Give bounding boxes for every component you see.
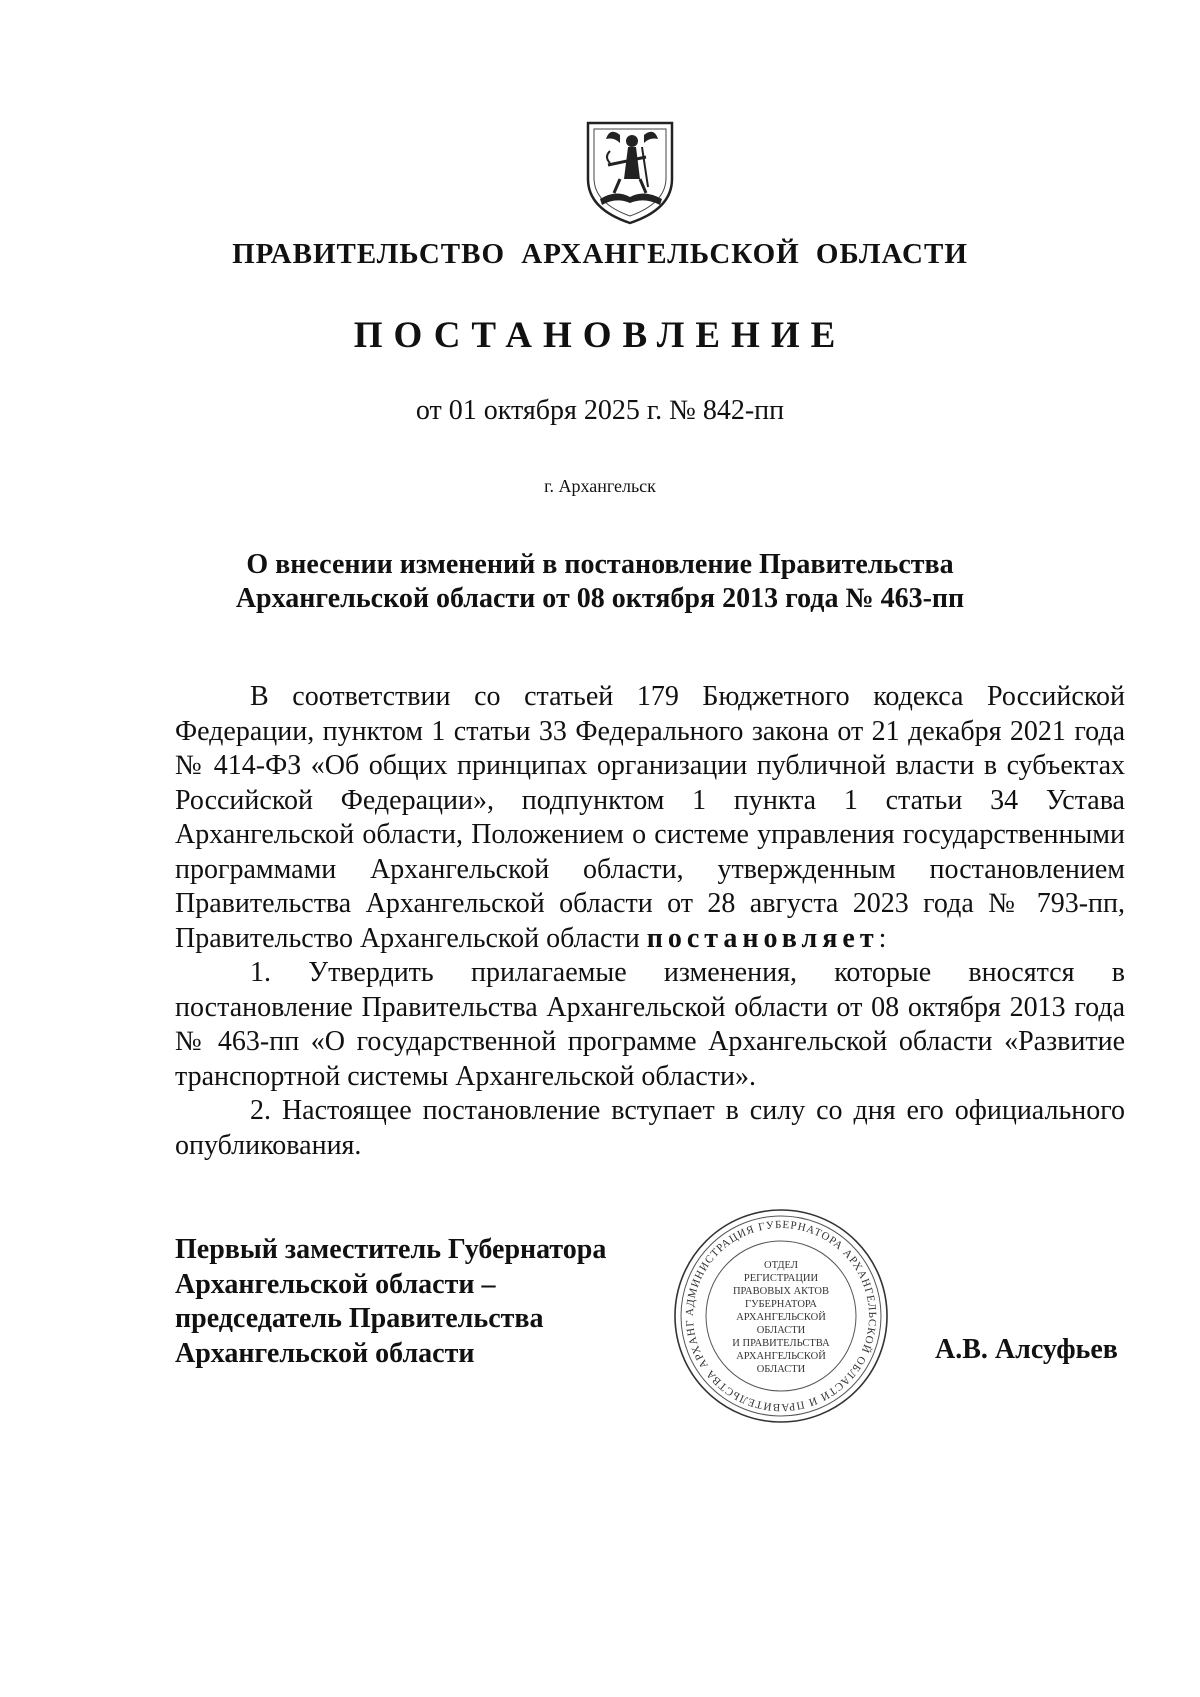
document-body (175, 680, 1125, 1163)
title-line: О внесении изменений в постановление Правительства (246, 549, 954, 580)
title-line: Архангельской области от 08 октября 2013 года № 463-пп (235, 583, 965, 614)
stamp-outer-text: АДМИНИСТРАЦИЯ ГУБЕРНАТОРА АРХАНГЕЛЬСКОЙ ОБЛАСТИ И ПРАВИТЕЛЬСТВА АРХАНГ (683, 1218, 879, 1414)
signatory-title-line: Архангельской области (175, 1337, 475, 1369)
signatory-title-line: Первый заместитель Губернатора (175, 1234, 607, 1265)
preamble-text: В соответствии со статьей 179 Бюджетного кодекса Российской Федерации, пунктом 1 статьи 33 Федерального закона от 21 декабря 2021 года № 414-ФЗ «Об общих принципах организации публичной власти в субъектах Российской Федерации», подпунктом 1 пункта 1 статьи 34 Устава Архангельской области, Положением о системе управления государственными программами Архангельской области, утвержденным постановлением Правительства Архангельской области от 28 августа 2023 года № 793-пп, Правительство Архангельской области (175, 681, 1125, 954)
stamp-inner-line: АРХАНГЕЛЬСКОЙ (736, 1351, 826, 1362)
item-1-paragraph: 1. Утвердить прилагаемые изменения, которые вносятся в постановление Правительства Архангельской области от 08 октября 2013 года № 463-пп «О государственной программе Архангельской области «Развитие транспортной системы Архангельской области». (175, 957, 1125, 1092)
signatory-title (175, 1233, 655, 1371)
document-title (0, 548, 1200, 616)
stamp-inner-line: АРХАНГЕЛЬСКОЙ (736, 1312, 826, 1323)
stamp-inner-line: ГУБЕРНАТОРА (745, 1299, 817, 1310)
stamp-inner-line: ОБЛАСТИ (756, 1325, 806, 1336)
stamp-inner-line: РЕГИСТРАЦИИ (743, 1273, 819, 1284)
stamp-inner-line: ПРАВОВЫХ АКТОВ (732, 1286, 830, 1297)
organization-name: ПРАВИТЕЛЬСТВО АРХАНГЕЛЬСКОЙ ОБЛАСТИ (232, 238, 968, 270)
city: г. Архангельск (544, 476, 656, 496)
signatory-title-line: Архангельской области – (175, 1268, 496, 1300)
date-and-number: от 01 октября 2025 г. № 842-пп (415, 395, 785, 426)
item-2-paragraph: 2. Настоящее постановление вступает в силу со дня его официального опубликования. (175, 1095, 1125, 1161)
preamble-paragraph (175, 680, 1125, 956)
signatory-name: А.В. Алсуфьев (935, 1334, 1118, 1365)
stamp-inner-line: И ПРАВИТЕЛЬСТВА (732, 1338, 830, 1349)
coat-of-arms-icon (580, 117, 680, 227)
document-type: ПОСТАНОВЛЕНИЕ (353, 315, 847, 356)
resolves-suffix: : (878, 922, 887, 954)
resolves-word: постановляет (646, 922, 879, 954)
official-stamp (671, 1206, 891, 1426)
stamp-inner-line: ОТДЕЛ (764, 1260, 798, 1271)
stamp-inner-line: ОБЛАСТИ (756, 1364, 806, 1375)
signatory-title-line: председатель Правительства (175, 1303, 544, 1334)
